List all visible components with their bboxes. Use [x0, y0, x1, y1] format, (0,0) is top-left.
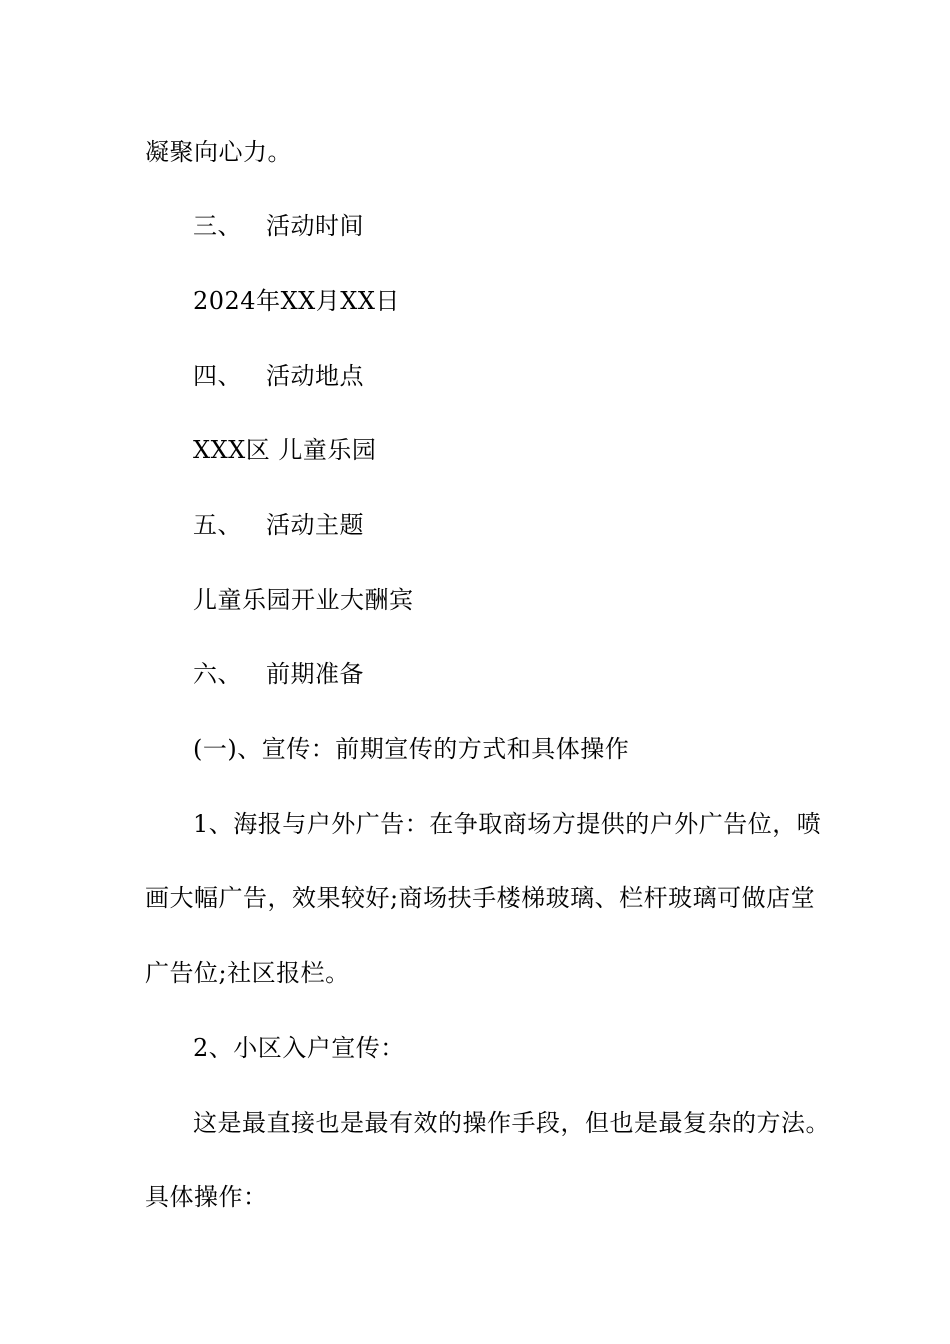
body-text-line: 这是最直接也是最有效的操作手段，但也是最复杂的方法。	[193, 1109, 830, 1137]
subsection-heading: (一)、宣传：前期宣传的方式和具体操作	[193, 735, 630, 763]
section-heading-time	[193, 211, 364, 241]
section-number: 五、	[193, 511, 242, 539]
section-title: 前期准备	[266, 660, 364, 688]
section-heading-theme	[193, 510, 364, 540]
body-text-line: 2、小区入户宣传：	[193, 1034, 405, 1062]
section-title: 活动地点	[266, 362, 364, 390]
body-text-line: 2024年XX月XX日	[193, 287, 400, 315]
section-title: 活动主题	[266, 511, 364, 539]
section-number: 三、	[193, 212, 242, 240]
section-number: 四、	[193, 362, 242, 390]
section-heading-preparation	[193, 659, 364, 689]
section-number: 六、	[193, 660, 242, 688]
body-text-line: 凝聚向心力。	[145, 138, 292, 166]
body-text-line: 广告位;社区报栏。	[145, 959, 350, 987]
section-title: 活动时间	[266, 212, 364, 240]
body-text-line: 具体操作：	[145, 1183, 268, 1211]
body-text-line: 1、海报与户外广告：在争取商场方提供的户外广告位，喷	[193, 810, 822, 838]
section-heading-location	[193, 361, 364, 391]
body-text-line: XXX区 儿童乐园	[193, 436, 377, 464]
body-text-line: 画大幅广告，效果较好;商场扶手楼梯玻璃、栏杆玻璃可做店堂	[145, 884, 816, 912]
body-text-line: 儿童乐园开业大酬宾	[193, 586, 414, 614]
